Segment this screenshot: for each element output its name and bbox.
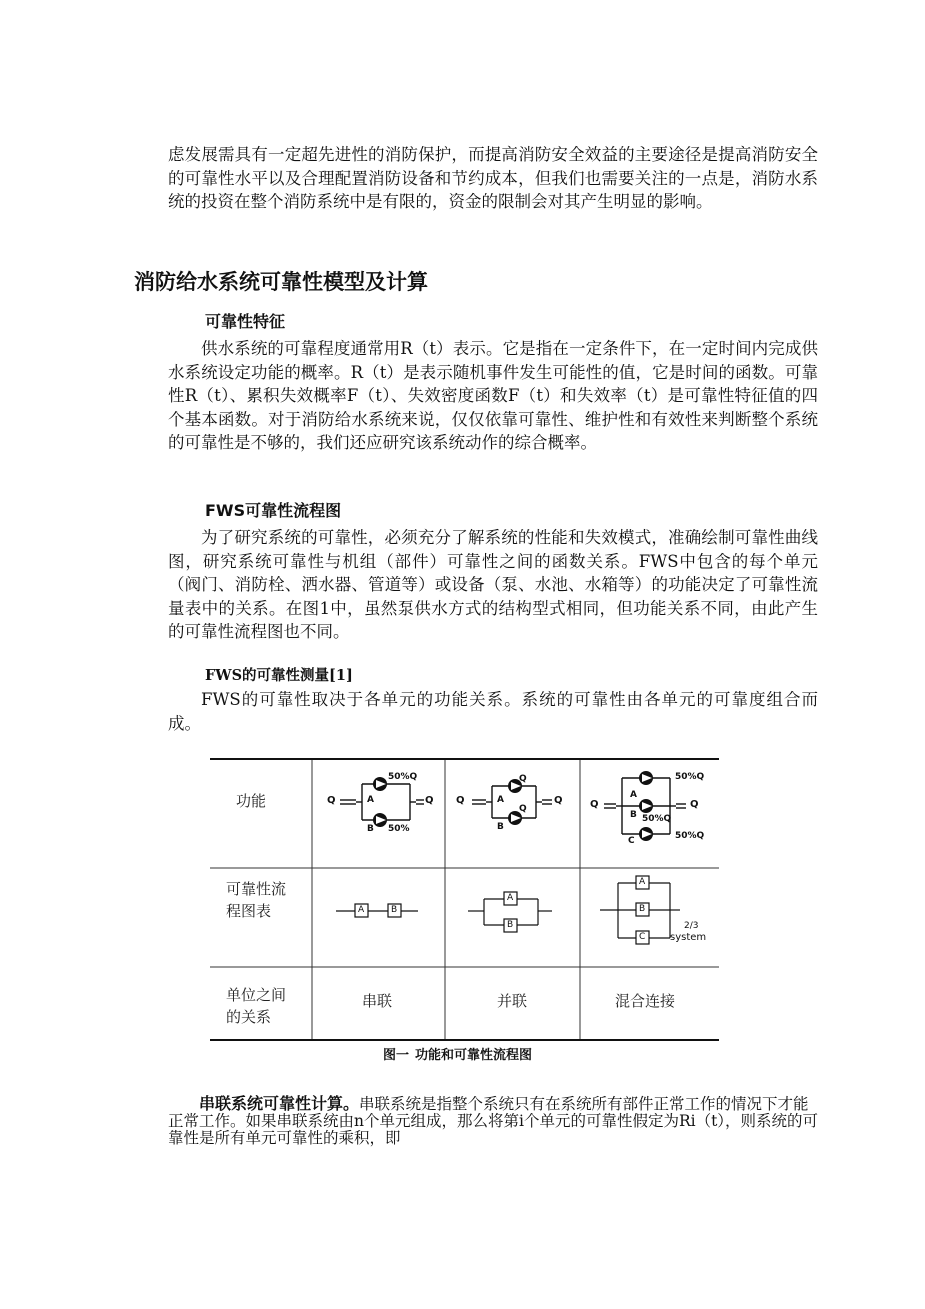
relation-series: 串联 — [362, 992, 393, 1010]
row-label-relation-line1: 单位之间 — [226, 986, 287, 1004]
figure-caption — [383, 1044, 532, 1063]
row-label-flowchart-line2: 程图表 — [226, 902, 272, 920]
flowchart-series — [336, 904, 418, 917]
label-b-3: B — [630, 810, 637, 820]
label-a: A — [367, 795, 374, 805]
label-q-in-3: Q — [590, 799, 599, 810]
label-50q-top-3: 50%Q — [675, 772, 705, 782]
label-q-in: Q — [327, 795, 336, 806]
pump-icon — [639, 771, 653, 841]
label-q-out: Q — [425, 795, 434, 806]
label-50q: 50%Q — [388, 772, 418, 782]
label-50q-bot-3: 50%Q — [675, 831, 705, 841]
relation-parallel: 并联 — [497, 992, 528, 1010]
series-para-bold: 串联系统可靠性计算。 — [199, 1094, 360, 1113]
series-para-text: 串联系统是指整个系统只有在系统所有部件正常工作的情况下才能正常工作。如果串联系统由n个单元组成，那么将第i个单元的可靠性假定为Ri（t），则系统的可靠性是所有单元可靠性的乘积，即 — [168, 1095, 819, 1147]
box-label-b-parallel: B — [507, 920, 514, 930]
series-reliability-paragraph — [168, 1095, 820, 1147]
row-label-relation-line2: 的关系 — [226, 1008, 272, 1026]
subsection-title-reliability-features: 可靠性特征 — [205, 312, 286, 331]
label-b: B — [367, 824, 374, 834]
figure-table — [210, 758, 719, 1041]
label-q-out-3: Q — [690, 799, 699, 810]
label-c-3: C — [628, 836, 635, 846]
label-q-top-2: Q — [519, 774, 527, 784]
box-label-c-mixed: C — [639, 932, 646, 942]
box-label-b-mixed: B — [639, 904, 646, 914]
subsection-title-fws-measurement: FWS的可靠性测量[1] — [205, 667, 353, 684]
pump-icon — [508, 779, 522, 825]
caption-text: 功能和可靠性流程图 — [415, 1048, 533, 1063]
subsection-title-fws-flowchart: FWS可靠性流程图 — [205, 501, 342, 520]
caption-prefix: 图一 — [383, 1048, 410, 1063]
box-label-a-parallel: A — [507, 893, 514, 903]
label-a-2: A — [497, 795, 504, 805]
box-label-a-mixed: A — [639, 877, 646, 887]
row-label-function: 功能 — [236, 792, 267, 810]
system-label-bottom: system — [670, 932, 707, 943]
section-title: 消防给水系统可靠性模型及计算 — [134, 270, 428, 294]
label-b-2: B — [497, 822, 504, 832]
reliability-features-paragraph: 供水系统的可靠程度通常用R（t）表示。它是指在一定条件下，在一定时间内完成供水系统设定功能的概率。R（t）是表示随机事件发生可能性的值，它是时间的函数。可靠性R（t）、累积失效概率F（t）、失效密度函数F（t）和失效率（t）是可靠性特征值的四个基本函数。对于消防给水系统来说，仅仅依靠可靠性、维护性和有效性来判断整个系统的可靠性是不够的，我们还应研究该系统动作的综合概率。 — [168, 339, 818, 453]
system-label-top: 2/3 — [684, 921, 699, 931]
relation-mixed: 混合连接 — [615, 992, 676, 1010]
label-50: 50% — [388, 824, 410, 834]
row-label-flowchart-line1: 可靠性流 — [226, 880, 287, 898]
box-label-a-series: A — [358, 905, 365, 915]
fws-flowchart-paragraph: 为了研究系统的可靠性，必须充分了解系统的性能和失效模式，准确绘制可靠性曲线图，研究系统可靠性与机组（部件）可靠性之间的函数关系。FWS中包含的每个单元（阀门、消防栓、洒水器、管道等）或设备（泵、水池、水箱等）的功能决定了可靠性流量表中的关系。在图1中，虽然泵供水方式的结构型式相同，但功能关系不同，由此产生的可靠性流程图也不同。 — [168, 528, 818, 642]
intro-paragraph: 虑发展需具有一定超先进性的消防保护，而提高消防安全效益的主要途径是提高消防安全的可靠性水平以及合理配置消防设备和节约成本，但我们也需要关注的一点是，消防水系统的投资在整个消防系统中是有限的，资金的限制会对其产生明显的影响。 — [168, 145, 818, 212]
label-q-in-2: Q — [456, 795, 465, 806]
label-50q-mid-3: 50%Q — [642, 814, 672, 824]
label-q-mid-2: Q — [519, 804, 527, 814]
label-q-out-2: Q — [554, 795, 563, 806]
pump-icon — [373, 777, 387, 827]
label-a-3: A — [630, 790, 637, 800]
box-label-b-series: B — [391, 905, 398, 915]
fws-measurement-paragraph: FWS的可靠性取决于各单元的功能关系。系统的可靠性由各单元的可靠度组合而成。 — [168, 690, 818, 733]
